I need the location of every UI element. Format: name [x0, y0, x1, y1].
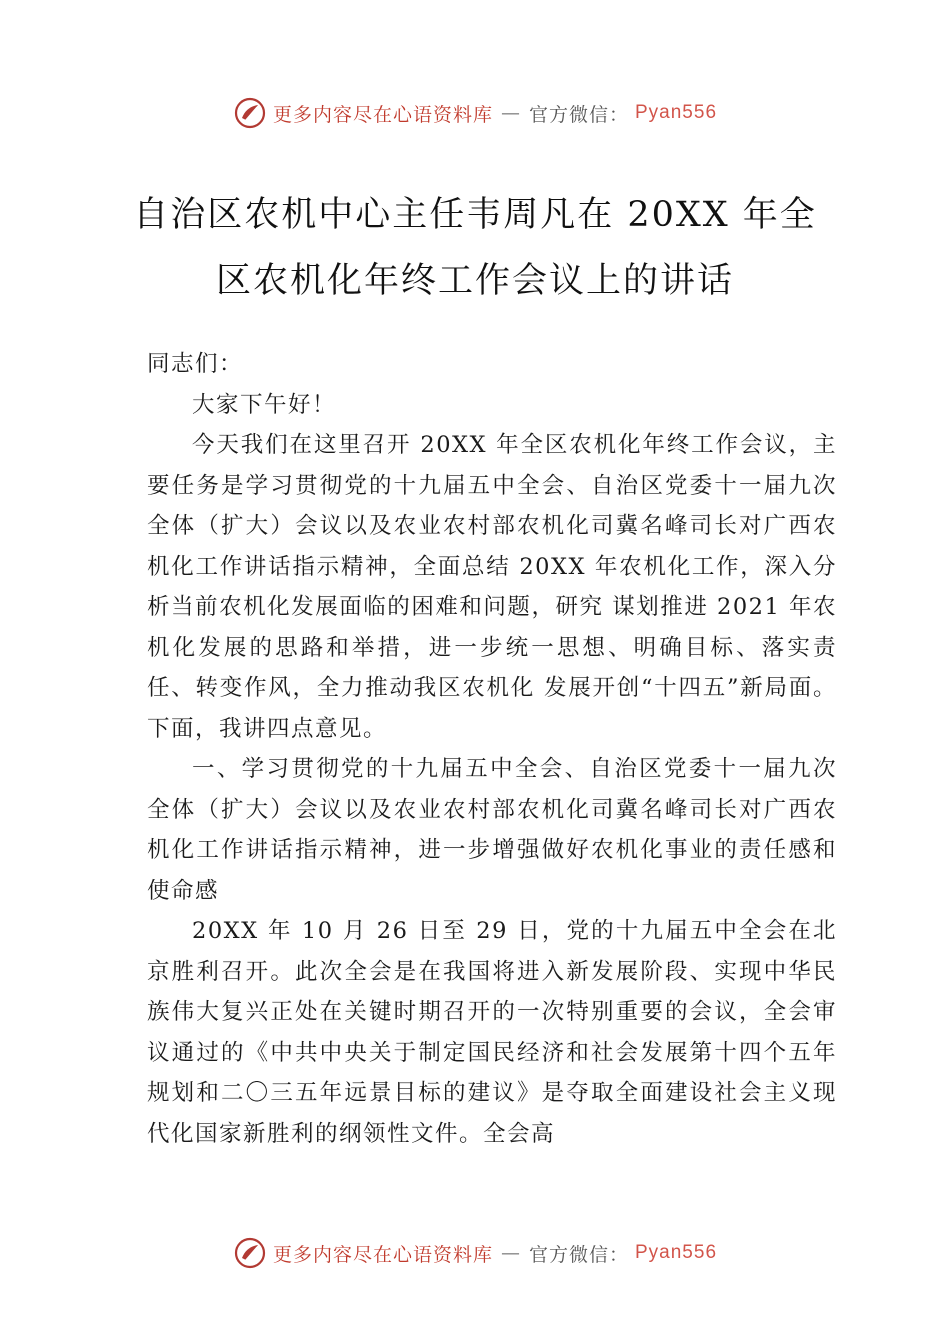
banner-separator: —	[500, 1242, 521, 1264]
banner-separator: —	[500, 102, 521, 124]
title-line-1: 自治区农机中心主任韦周凡在 20XX 年全	[133, 195, 817, 235]
paragraph-plenum: 20XX 年 10 月 26 日至 29 日，党的十九届五中全会在北京胜利召开。此次全会是在我国将进入新发展阶段、实现中华民族伟大复兴正处在关键时期召开的一次特别重要的会议，全会审议通过的《中共中央关于制定国民经济和社会发展第十四个五年规划和二〇三五年远景目标的建议》是夺取全面建设社会主义现代化国家新胜利的纲领性文件。全会高	[147, 918, 837, 1147]
salutation: 同志们：	[147, 351, 244, 377]
paragraph-intro: 今天我们在这里召开 20XX 年全区农机化年终工作会议，主要任务是学习贯彻党的十九届五中全会、自治区党委十一届九次全体（扩大）会议以及农业农村部农机化司冀名峰司长对广西农机化工作讲话指示精神，全面总结 20XX 年农机化工作，深入分析当前农机化发展面临的困难和问题，研究 谋划推进 2021 年农机化发展的思路和举措，进一步统一思想、明确目标、落实责任、转变作风，全力推动我区农机化 发展开创“十四五”新局面。下面，我讲四点意见。	[147, 432, 837, 742]
banner-wechat-label: 官方微信：	[528, 1243, 629, 1266]
banner-main-text: 更多内容尽在心语资料库	[272, 1243, 493, 1266]
greeting: 大家下午好！	[192, 391, 337, 418]
banner-wechat-handle: Pyan556	[635, 102, 718, 123]
seal-logo-icon	[233, 96, 267, 130]
footer-watermark-banner	[0, 1236, 950, 1270]
document-title	[110, 182, 840, 314]
title-line-2: 区农机化年终工作会议上的讲话	[215, 261, 734, 301]
banner-wechat-handle: Pyan556	[635, 1242, 718, 1263]
section-heading-1: 一、学习贯彻党的十九届五中全会、自治区党委十一届九次全体（扩大）会议以及农业农村部农机化司冀名峰司长对广西农机化工作讲话指示精神，进一步增强做好农机化事业的责任感和使命感	[147, 756, 837, 904]
banner-wechat-label: 官方微信：	[528, 103, 629, 126]
seal-logo-icon	[233, 1236, 267, 1270]
document-body	[147, 344, 837, 1154]
header-watermark-banner	[0, 96, 950, 130]
banner-main-text: 更多内容尽在心语资料库	[272, 103, 493, 126]
